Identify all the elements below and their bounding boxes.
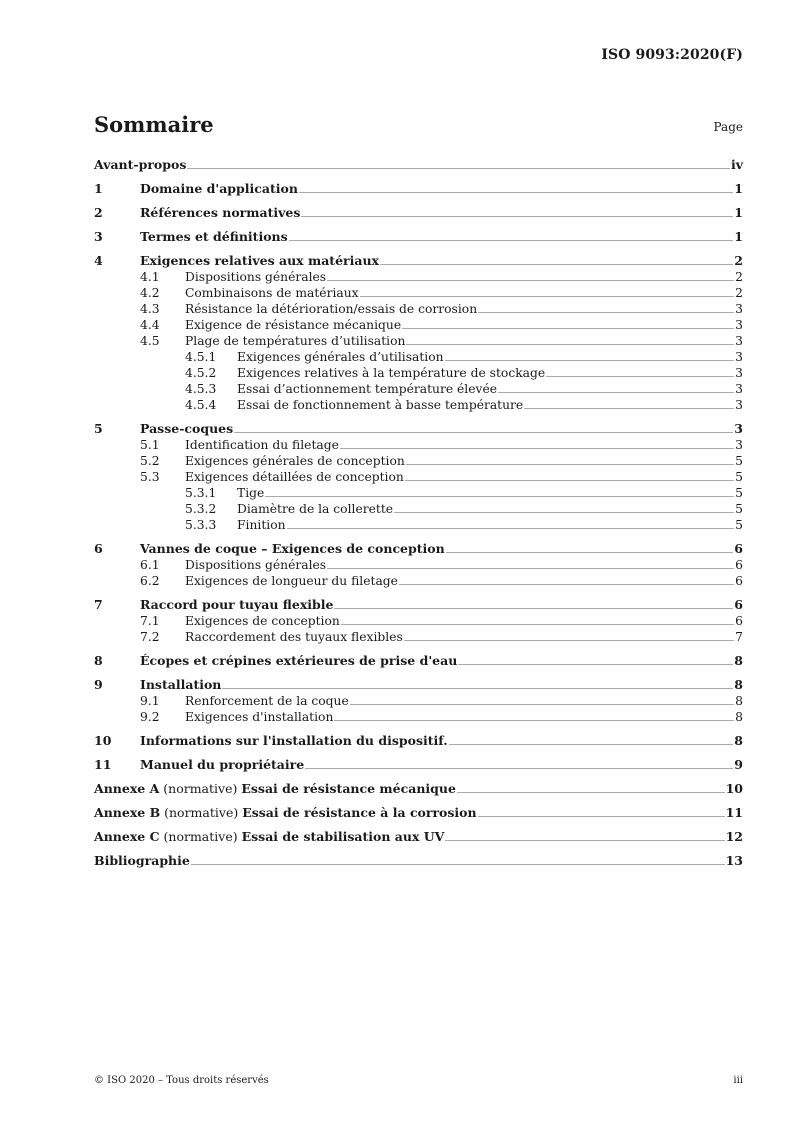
toc-entry[interactable] [94,204,743,221]
toc-entry-page: 3 [734,421,743,436]
toc-entry[interactable] [94,517,743,533]
annex-title: Essai de stabilisation aux UV [241,829,445,844]
dot-leader [287,528,735,529]
dot-leader [406,344,734,345]
toc-entry-page: 5 [735,486,743,500]
dot-leader [340,448,734,449]
toc-entry-title: Exigences générales d’utilisation [237,350,444,364]
page-number: iii [733,1075,743,1086]
toc-entry[interactable] [94,437,743,453]
toc-entry-page: 2 [735,270,743,284]
toc-entry-title: Essai de fonctionnement à basse température [237,398,524,412]
toc-entry[interactable] [94,629,743,645]
annex-type: (normative) [159,781,242,796]
toc-entry-number: 5.3.3 [185,518,217,532]
toc-entry-number: 6.1 [140,558,160,572]
toc-entry-page: 3 [735,350,743,364]
toc-entry-number: 4.5.2 [185,366,217,380]
toc-entry[interactable] [94,301,743,317]
dot-leader [334,720,734,721]
dot-leader [445,360,735,361]
toc-entry-number: 9.2 [140,710,160,724]
toc-entry-number: 7.2 [140,630,160,644]
toc-entry-title: Raccordement des tuyaux flexibles [185,630,403,644]
dot-leader [305,768,733,769]
toc-entry-number: 9.1 [140,694,160,708]
toc-entry-page: 3 [735,438,743,452]
toc-entry-number: 4.5.3 [185,382,217,396]
toc-entry-title: Tige [237,486,265,500]
toc-entry-page: 2 [735,286,743,300]
toc-entry[interactable] [94,381,743,397]
dot-leader [402,328,734,329]
toc-entry-number: 4.5.1 [185,350,217,364]
dot-leader [289,240,734,241]
toc-entry-title: Plage de températures d’utilisation [185,334,406,348]
dot-leader [360,296,735,297]
toc-entry-page: 3 [735,334,743,348]
toc-entry[interactable] [94,596,743,613]
toc-entry-number: 4 [94,253,103,268]
toc-entry-page: 6 [734,597,743,612]
page-title: Sommaire [94,112,214,137]
toc-entry-title: Diamètre de la collerette [237,502,394,516]
toc-entry[interactable] [94,180,743,197]
toc-entry[interactable] [94,285,743,301]
dot-leader [405,480,734,481]
toc-entry[interactable] [94,469,743,485]
toc-entry-title: Exigence de résistance mécanique [185,318,402,332]
toc-entry-title: Vannes de coque – Exigences de conception [140,541,445,556]
toc-entry-title: Identification du filetage [185,438,339,452]
toc-entry-page: 9 [734,757,743,772]
dot-leader [524,408,734,409]
toc-entry[interactable] [94,709,743,725]
toc-entry-page: 2 [734,253,743,268]
toc-entry-page: iv [730,157,743,172]
toc-entry[interactable] [94,732,743,749]
toc-entry-title: Finition [237,518,286,532]
toc-entry-number: 7 [94,597,103,612]
toc-entry[interactable] [94,420,743,437]
table-of-contents [94,156,743,869]
toc-entry-title [94,780,456,797]
toc-entry-number: 5.3.2 [185,502,217,516]
toc-entry-number: 5.3 [140,470,160,484]
toc-entry-page: 1 [734,205,743,220]
toc-entry-title: Exigences détaillées de conception [185,470,404,484]
toc-entry[interactable] [94,365,743,381]
toc-entry-number: 4.5.4 [185,398,217,412]
toc-entry-page: 1 [734,229,743,244]
dot-leader [449,744,734,745]
toc-entry-title: Raccord pour tuyau flexible [140,597,334,612]
toc-entry-page: 3 [735,318,743,332]
annex-type: (normative) [160,805,243,820]
toc-entry-title: Domaine d'application [140,181,298,196]
toc-entry[interactable] [94,485,743,501]
toc-entry-page: 12 [725,829,743,844]
toc-entry[interactable] [94,540,743,557]
toc-entry-title: Exigences relatives aux matériaux [140,253,379,268]
annex-label: Annexe B [94,805,161,820]
dot-leader [498,392,734,393]
toc-entry-number: 2 [94,205,103,220]
dot-leader [327,568,734,569]
annex-title: Essai de résistance mécanique [241,781,456,796]
toc-entry[interactable] [94,228,743,245]
toc-entry-page: 8 [735,694,743,708]
toc-entry-number: 3 [94,229,103,244]
toc-entry-page: 10 [725,781,743,796]
toc-entry-page: 13 [725,853,743,868]
toc-entry-title: Informations sur l'installation du dispositif. [140,733,448,748]
toc-entry-title [94,828,444,845]
toc-entry[interactable] [94,333,743,349]
toc-entry-page: 5 [735,470,743,484]
toc-entry-number: 7.1 [140,614,160,628]
toc-entry-title: Passe-coques [140,421,234,436]
annex-type: (normative) [159,829,242,844]
toc-entry-number: 4.5 [140,334,160,348]
dot-leader [546,376,734,377]
toc-entry[interactable] [94,557,743,573]
toc-entry-title: Essai d’actionnement température élevée [237,382,498,396]
toc-entry-title: Manuel du propriétaire [140,757,305,772]
document-id: ISO 9093:2020(F) [601,47,743,63]
dot-leader [458,664,733,665]
toc-entry[interactable] [94,613,743,629]
dot-leader [334,608,733,609]
dot-leader [404,640,734,641]
toc-entry-page: 1 [734,181,743,196]
toc-entry-number: 4.1 [140,270,160,284]
toc-entry-title: Exigences d'installation [185,710,334,724]
toc-entry-page: 6 [734,541,743,556]
toc-entry-title: Combinaisons de matériaux [185,286,359,300]
toc-entry-page: 3 [735,302,743,316]
toc-entry-title: Exigences de conception [185,614,340,628]
toc-entry-number: 6 [94,541,103,556]
dot-leader [446,552,734,553]
toc-entry-title: Références normatives [140,205,301,220]
page-column-label: Page [713,120,743,134]
toc-entry[interactable] [94,780,743,797]
dot-leader [327,280,734,281]
toc-entry-page: 6 [735,574,743,588]
dot-leader [222,688,733,689]
toc-entry-title: Renforcement de la coque [185,694,349,708]
toc-entry-number: 4.3 [140,302,160,316]
toc-entry[interactable] [94,573,743,589]
toc-entry-title: Termes et définitions [140,229,288,244]
dot-leader [478,816,725,817]
toc-entry[interactable] [94,804,743,821]
dot-leader [301,216,733,217]
dot-leader [445,840,724,841]
toc-entry[interactable] [94,397,743,413]
toc-entry[interactable] [94,252,743,269]
toc-entry-title: Exigences relatives à la température de stockage [237,366,546,380]
dot-leader [394,512,734,513]
dot-leader [478,312,734,313]
toc-entry-title: Résistance la détérioration/essais de corrosion [185,302,478,316]
dot-leader [380,264,733,265]
toc-entry[interactable] [94,501,743,517]
dot-leader [399,584,734,585]
toc-entry[interactable] [94,349,743,365]
toc-entry-number: 5.3.1 [185,486,217,500]
toc-entry[interactable] [94,852,743,869]
toc-entry[interactable] [94,317,743,333]
toc-entry[interactable] [94,652,743,669]
toc-entry-number: 4.2 [140,286,160,300]
toc-entry-page: 6 [735,558,743,572]
toc-entry[interactable] [94,828,743,845]
dot-leader [265,496,734,497]
toc-entry[interactable] [94,693,743,709]
toc-entry-title: Avant-propos [94,157,187,172]
dot-leader [457,792,725,793]
toc-entry-title: Dispositions générales [185,270,327,284]
toc-entry-number: 9 [94,677,103,692]
toc-entry-page: 7 [735,630,743,644]
dot-leader [341,624,734,625]
toc-entry-number: 4.4 [140,318,160,332]
toc-entry-title: Installation [140,677,222,692]
annex-label: Annexe C [94,829,160,844]
toc-entry-page: 5 [735,502,743,516]
toc-heading [94,112,743,142]
toc-entry-title: Exigences de longueur du filetage [185,574,398,588]
toc-entry[interactable] [94,453,743,469]
toc-entry[interactable] [94,676,743,693]
dot-leader [234,432,733,433]
annex-label: Annexe A [94,781,160,796]
toc-entry-number: 5.2 [140,454,160,468]
annex-title: Essai de résistance à la corrosion [242,805,477,820]
dot-leader [406,464,734,465]
toc-entry-page: 8 [734,677,743,692]
toc-entry-number: 11 [94,757,112,772]
toc-entry-title: Bibliographie [94,853,190,868]
toc-entry-page: 11 [725,805,743,820]
toc-entry-number: 1 [94,181,103,196]
toc-entry-number: 6.2 [140,574,160,588]
toc-entry-page: 8 [734,653,743,668]
toc-entry[interactable] [94,156,743,173]
toc-entry-page: 8 [734,733,743,748]
dot-leader [350,704,734,705]
toc-entry-number: 8 [94,653,103,668]
toc-entry-number: 5 [94,421,103,436]
dot-leader [187,168,730,169]
toc-entry-page: 5 [735,454,743,468]
copyright-notice: © ISO 2020 – Tous droits réservés [94,1075,269,1086]
toc-entry-page: 3 [735,398,743,412]
toc-entry[interactable] [94,269,743,285]
toc-entry-title: Dispositions générales [185,558,327,572]
toc-entry-title [94,804,477,821]
toc-entry-page: 6 [735,614,743,628]
toc-entry-title: Exigences générales de conception [185,454,405,468]
dot-leader [299,192,733,193]
toc-entry-page: 8 [735,710,743,724]
toc-entry-page: 3 [735,382,743,396]
toc-entry-number: 10 [94,733,112,748]
dot-leader [191,864,725,865]
toc-entry-page: 3 [735,366,743,380]
toc-entry-number: 5.1 [140,438,160,452]
toc-entry-page: 5 [735,518,743,532]
toc-entry[interactable] [94,756,743,773]
toc-entry-title: Écopes et crépines extérieures de prise d'eau [140,653,458,668]
